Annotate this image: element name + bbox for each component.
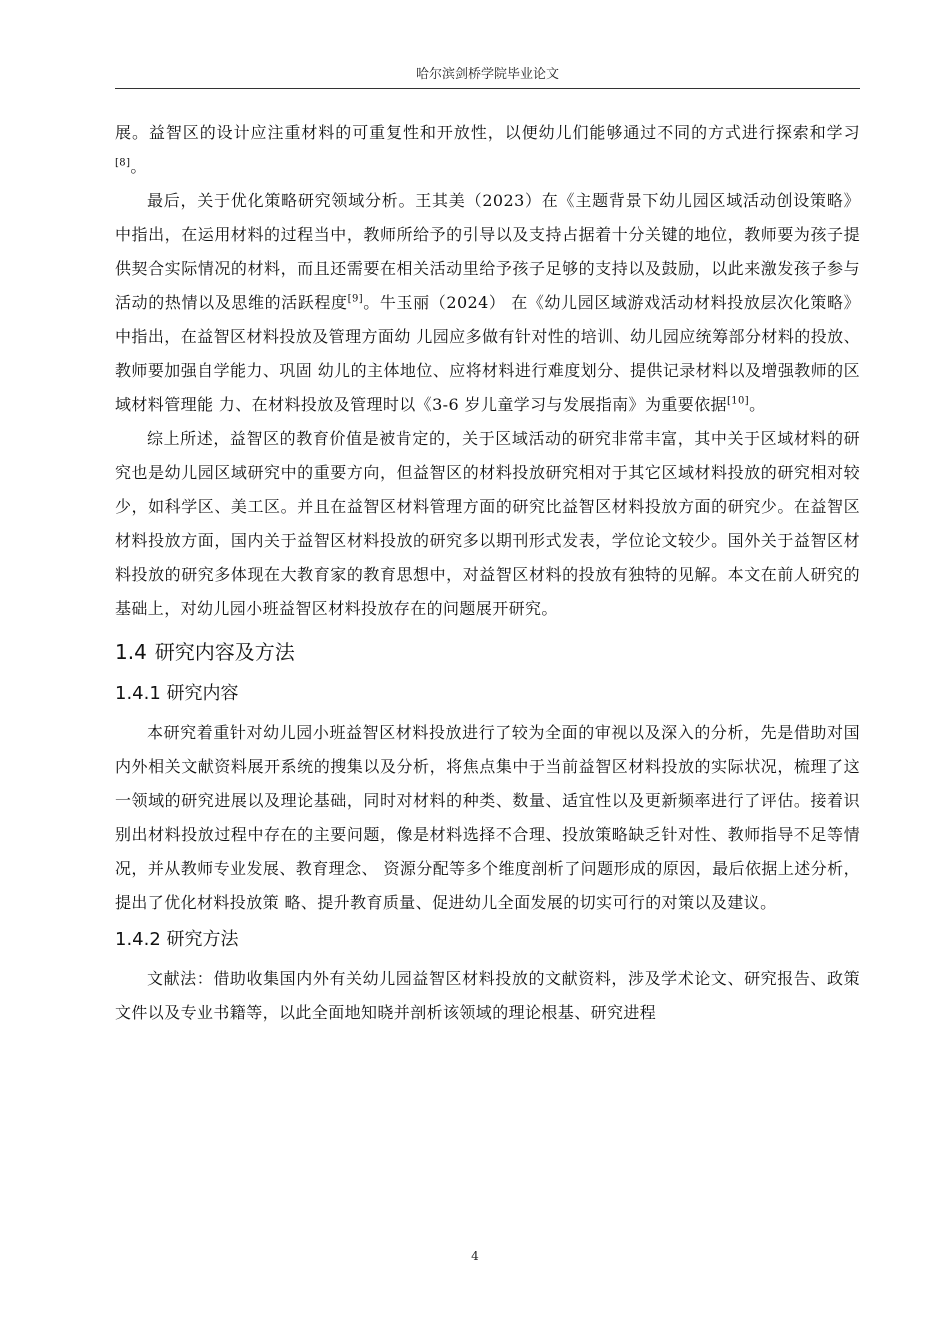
page-content (115, 118, 860, 1030)
section-title: 研究方法 (166, 929, 239, 950)
running-header: 哈尔滨剑桥学院毕业论文 (415, 67, 559, 82)
paragraph-summary: 综上所述，益智区的教育价值是被肯定的，关于区域活动的研究非常丰富，其中关于区域材料的研究也是幼儿园区域研究中的重要方向，但益智区的材料投放研究相对于其它区域材料投放的研究相对较少，如科学区、美工区。并且在益智区材料管理方面的研究比益智区材料投放方面的研究少。在益智区材料投放方面，国内关于益智区材料投放的研究多以期刊形式发表，学位论文较少。国外关于益智区材料投放的研究多体现在大教育家的教育思想中，对益智区材料的投放有独特的见解。本文在前人研究的基础上，对幼儿园小班益智区材料投放存在的问题展开研究。 (115, 429, 860, 618)
section-heading-1-4 (115, 632, 860, 672)
paragraph-optimization-strategy (115, 184, 860, 422)
page-number: 4 (471, 1249, 479, 1263)
citation-ref: [9] (347, 293, 364, 305)
paragraph-text: 。牛玉丽（2024） 在《幼儿园区域游戏活动材料投放层次化策略》中指出，在益智区材料投放及管理方面幼 儿园应多做有针对性的培训、幼儿园应统筹部分材料的投放、教师要加强自学能力、巩固 幼儿的主体地位、应将材料进行难度划分、提供记录材料以及增强教师的区域材料管理能 力、在材料投放及管理时以《3-6 岁儿童学习与发展指南》为重要依据 (115, 293, 860, 414)
section-heading-1-4-2 (115, 922, 860, 958)
section-title: 研究内容 (166, 683, 239, 704)
paragraph-tail: 。 (130, 157, 147, 176)
section-number: 1.4.1 (115, 683, 161, 704)
section-title: 研究内容及方法 (154, 640, 295, 664)
header-rule (115, 88, 860, 89)
section-number: 1.4 (115, 640, 147, 664)
paragraph-tail: 。 (749, 395, 766, 414)
paragraph-text: 展。益智区的设计应注重材料的可重复性和开放性，以便幼儿们能够通过不同的方式进行探索和学习 (115, 123, 860, 142)
section-number: 1.4.2 (115, 929, 161, 950)
section-heading-1-4-1 (115, 676, 860, 712)
paragraph-text: 最后，关于优化策略研究领域分析。王其美（2023）在《主题背景下幼儿园区域活动创设策略》中指出，在运用材料的过程当中，教师所给予的引导以及支持占据着十分关键的地位，教师要为孩子提供契合实际情况的材料，而且还需要在相关活动里给予孩子足够的支持以及鼓励，以此来激发孩子参与活动的热情以及思维的活跃程度 (115, 191, 860, 312)
citation-ref: [8] (115, 157, 131, 169)
paragraph-research-method: 文献法：借助收集国内外有关幼儿园益智区材料投放的文献资料，涉及学术论文、研究报告、政策文件以及专业书籍等，以此全面地知晓并剖析该领域的理论根基、研究进程 (115, 969, 860, 1022)
paragraph-continuation (115, 116, 860, 184)
paragraph-research-content: 本研究着重针对幼儿园小班益智区材料投放进行了较为全面的审视以及深入的分析，先是借助对国内外相关文献资料展开系统的搜集以及分析，将焦点集中于当前益智区材料投放的实际状况，梳理了这一领域的研究进展以及理论基础，同时对材料的种类、数量、适宜性以及更新频率进行了评估。接着识别出材料投放过程中存在的主要问题，像是材料选择不合理、投放策略缺乏针对性、教师指导不足等情况，并从教师专业发展、教育理念、 资源分配等多个维度剖析了问题形成的原因，最后依据上述分析，提出了优化材料投放策 略、提升教育质量、促进幼儿全面发展的切实可行的对策以及建议。 (115, 723, 860, 912)
citation-ref: [10] (726, 395, 750, 407)
